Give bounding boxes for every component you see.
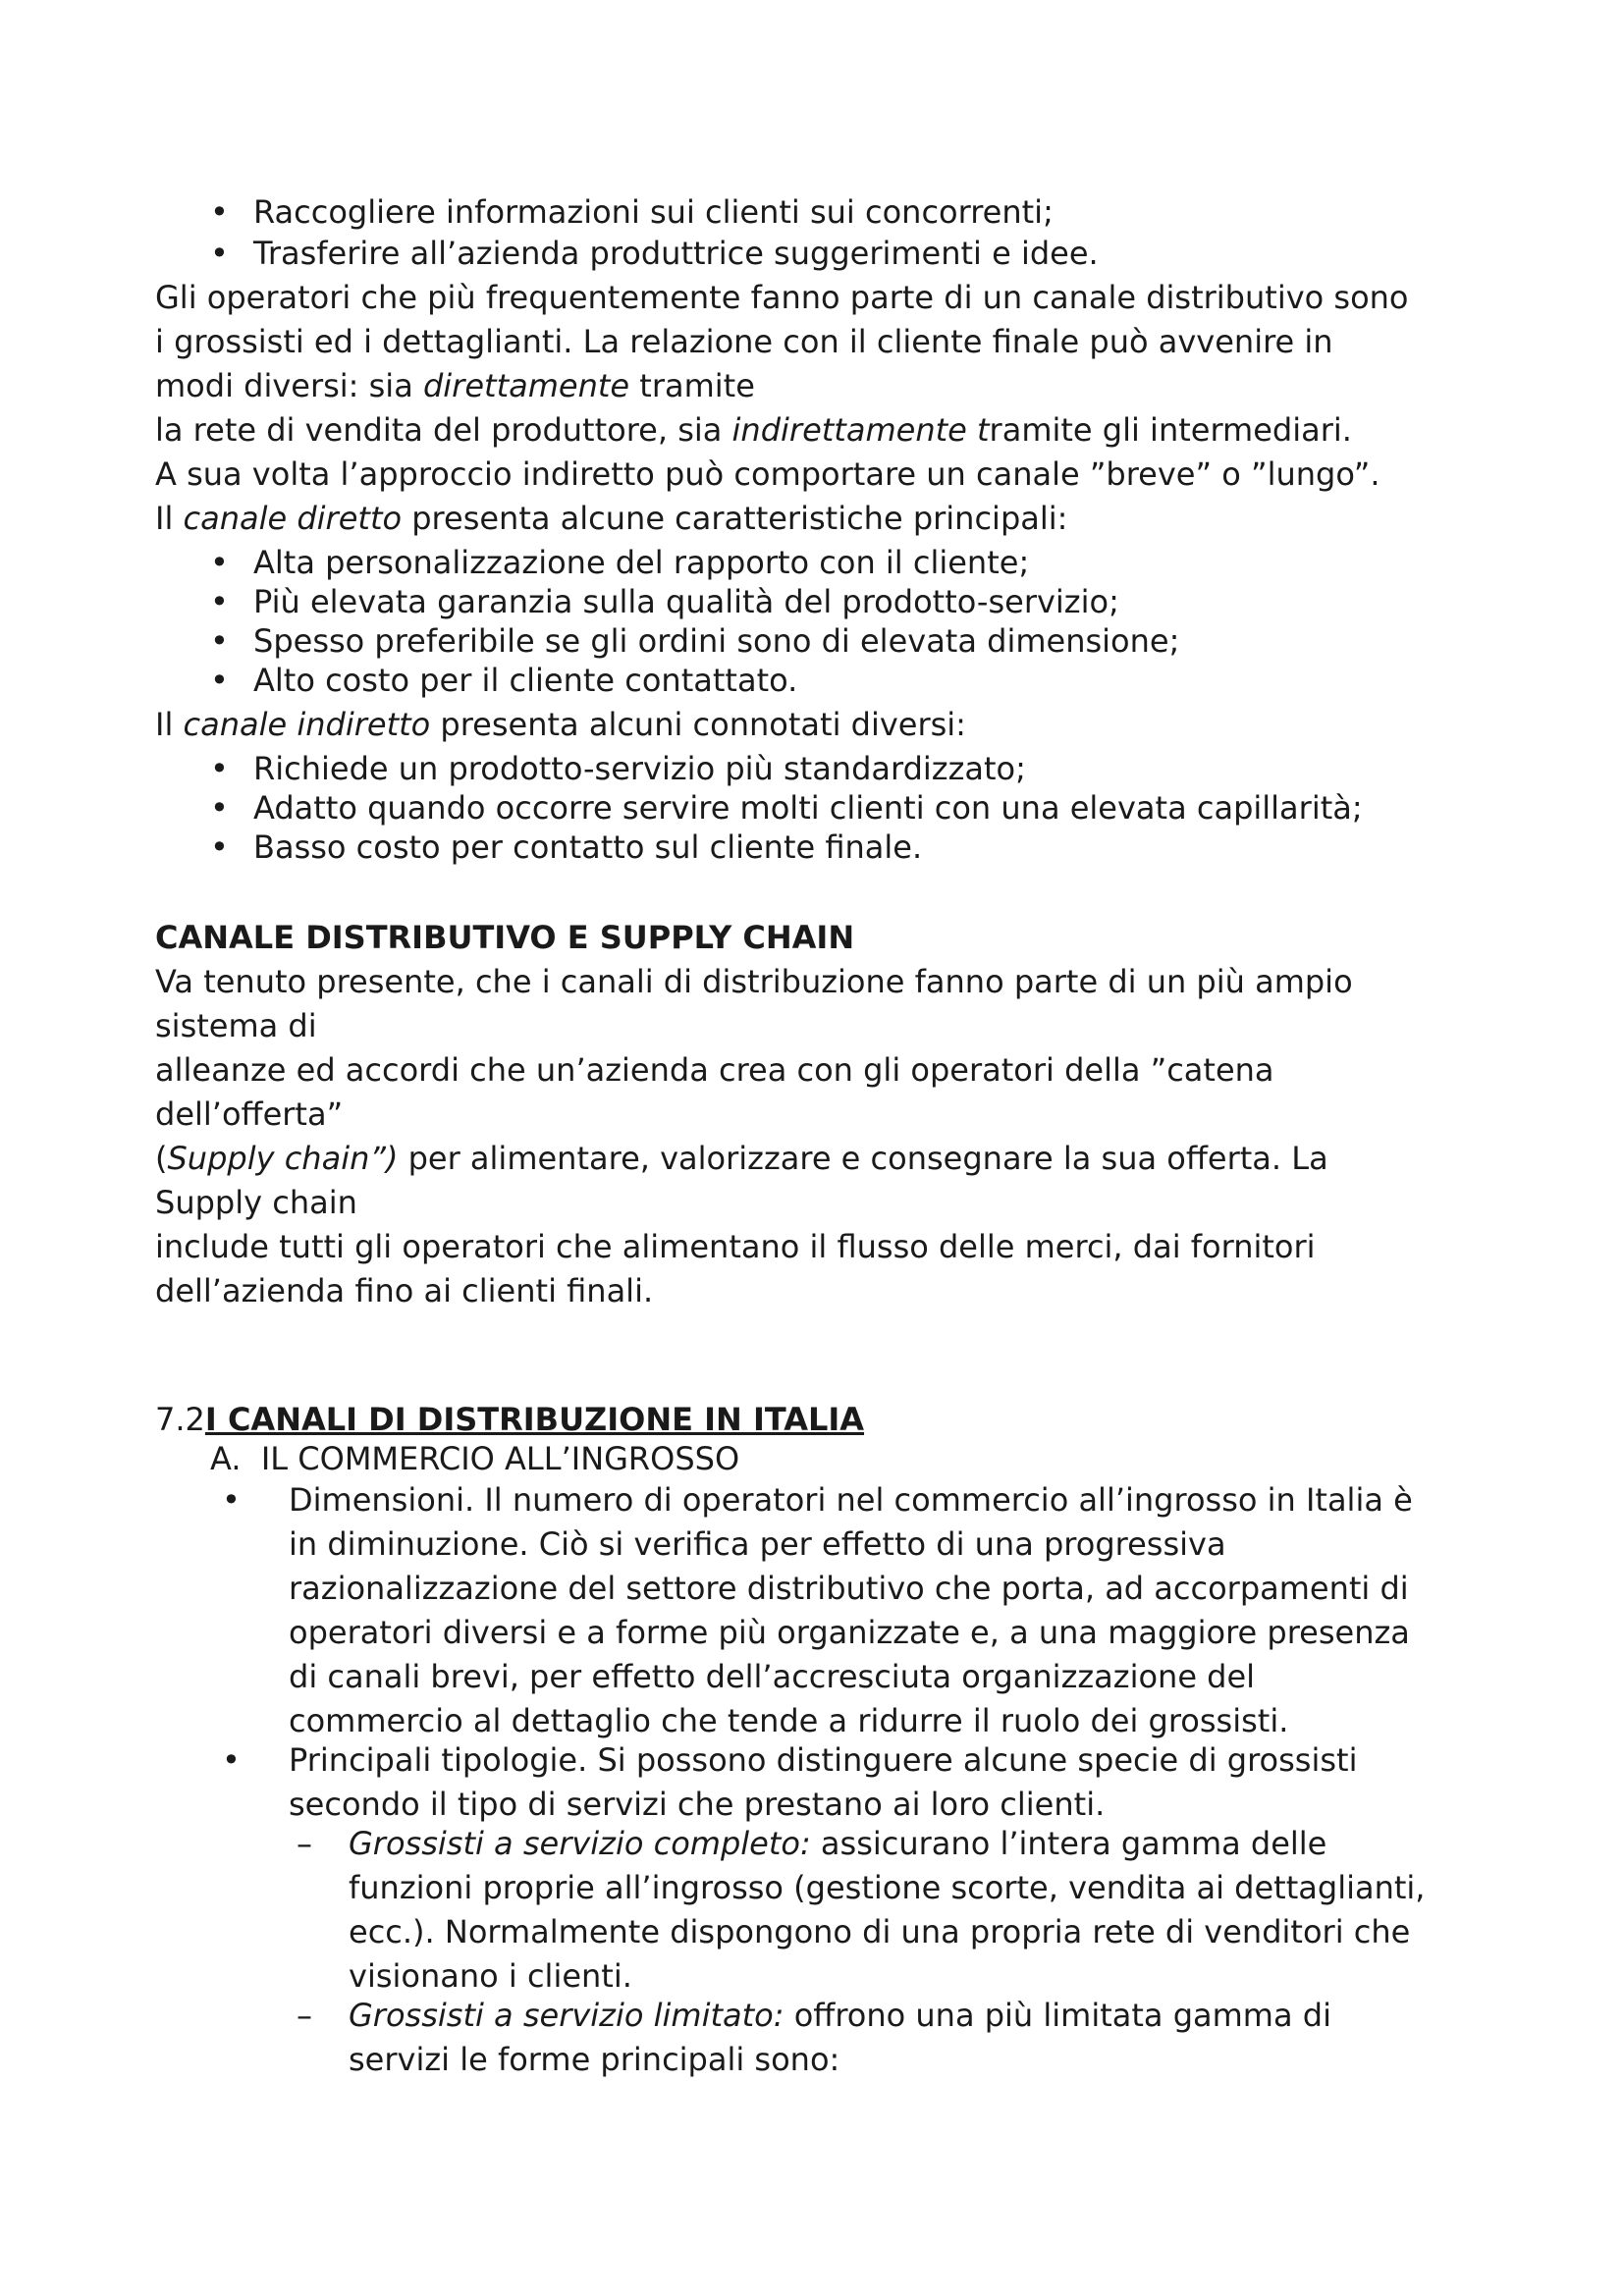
bullet-icon: • [210,622,229,660]
direct-bullet-1: Alta personalizzazione del rapporto con il cliente; [253,544,1030,581]
servizio-limitato-line2: servizi le forme principali sono: [349,2041,840,2078]
para1-line5: A sua volta l’approccio indiretto può comportare un canale ”breve” o ”lungo”. [155,455,1380,493]
dimensioni-line5: di canali brevi, per effetto dell’accresciuta organizzazione del [289,1658,1256,1695]
dimensioni-line1: Dimensioni. Il numero di operatori nel commercio all’ingrosso in Italia è [289,1481,1413,1519]
intro-bullet-1: Raccogliere informazioni sui clienti sui concorrenti; [253,193,1054,231]
bullet-icon: • [210,544,229,581]
para1-line2: i grossisti ed i dettaglianti. La relazione con il cliente finale può avvenire in [155,323,1333,360]
section1-line5: (Supply chain”) per alimentare, valorizzare e consegnare la sua offerta. La [155,1140,1328,1177]
servizio-completo-line3: ecc.). Normalmente dispongono di una propria rete di venditori che [349,1913,1411,1950]
dimensioni-line2: in diminuzione. Ciò si verifica per effetto di una progressiva [289,1525,1226,1563]
para2-line: Il canale indiretto presenta alcuni connotati diversi: [155,706,966,743]
bullet-icon: • [210,235,229,272]
section1-line1: Va tenuto presente, che i canali di distribuzione fanno parte di un più ampio [155,963,1353,1000]
dash-icon: – [297,1997,312,2034]
intro-bullet-2: Trasferire all’azienda produttrice suggerimenti e idee. [253,235,1099,272]
para1-line1: Gli operatori che più frequentemente fanno parte di un canale distributivo sono [155,279,1409,316]
dimensioni-line6: commercio al dettaglio che tende a ridurre il ruolo dei grossisti. [289,1702,1289,1739]
direct-bullet-3: Spesso preferibile se gli ordini sono di elevata dimensione; [253,622,1180,660]
direct-bullet-2: Più elevata garanzia sulla qualità del prodotto-servizio; [253,583,1119,620]
tipologie-line2: secondo il tipo di servizi che prestano ai loro clienti. [289,1786,1106,1823]
para1-line6: Il canale diretto presenta alcune caratteristiche principali: [155,500,1068,537]
tipologie-line1: Principali tipologie. Si possono distinguere alcune specie di grossisti [289,1741,1358,1779]
bullet-icon: • [210,789,229,827]
servizio-completo-line2: funzioni proprie all’ingrosso (gestione scorte, vendita ai dettaglianti, [349,1869,1426,1906]
para1-line3: modi diversi: sia direttamente tramite [155,367,755,404]
section-number: 7.2 [155,1401,205,1438]
section1-line8: dell’azienda fino ai clienti finali. [155,1272,654,1309]
bullet-icon: • [222,1741,241,1779]
dimensioni-line3: razionalizzazione del settore distributivo che porta, ad accorpamenti di [289,1570,1409,1607]
indirect-bullet-3: Basso costo per contatto sul cliente finale. [253,828,923,866]
servizio-completo-line1: Grossisti a servizio completo: assicurano l’intera gamma delle [349,1825,1327,1862]
section1-line4: dell’offerta” [155,1095,344,1133]
bullet-icon: • [222,1481,241,1519]
para1-line4: la rete di vendita del produttore, sia indirettamente tramite gli intermediari. [155,411,1352,449]
section1-line2: sistema di [155,1007,317,1044]
bullet-icon: • [210,750,229,787]
bullet-icon: • [210,828,229,866]
section-heading-supply-chain: CANALE DISTRIBUTIVO E SUPPLY CHAIN [155,919,855,956]
servizio-limitato-line1: Grossisti a servizio limitato: offrono una più limitata gamma di [349,1997,1331,2034]
bullet-icon: • [210,583,229,620]
subsection-heading: A. IL COMMERCIO ALL’INGROSSO [210,1440,740,1477]
dimensioni-line4: operatori diversi e a forme più organizzate e, a una maggiore presenza [289,1614,1410,1651]
servizio-completo-line4: visionano i clienti. [349,1957,632,1995]
section-heading-italia [155,1398,864,1441]
section-title: I CANALI DI DISTRIBUZIONE IN ITALIA [204,1401,865,1438]
bullet-icon: • [210,193,229,231]
section1-line3: alleanze ed accordi che un’azienda crea con gli operatori della ”catena [155,1051,1274,1089]
direct-bullet-4: Alto costo per il cliente contattato. [253,662,798,699]
section1-line6: Supply chain [155,1184,357,1221]
bullet-icon: • [210,662,229,699]
dash-icon: – [297,1825,312,1862]
section1-line7: include tutti gli operatori che alimentano il flusso delle merci, dai fornitori [155,1228,1316,1265]
indirect-bullet-1: Richiede un prodotto-servizio più standardizzato; [253,750,1026,787]
indirect-bullet-2: Adatto quando occorre servire molti clienti con una elevata capillarità; [253,789,1363,827]
